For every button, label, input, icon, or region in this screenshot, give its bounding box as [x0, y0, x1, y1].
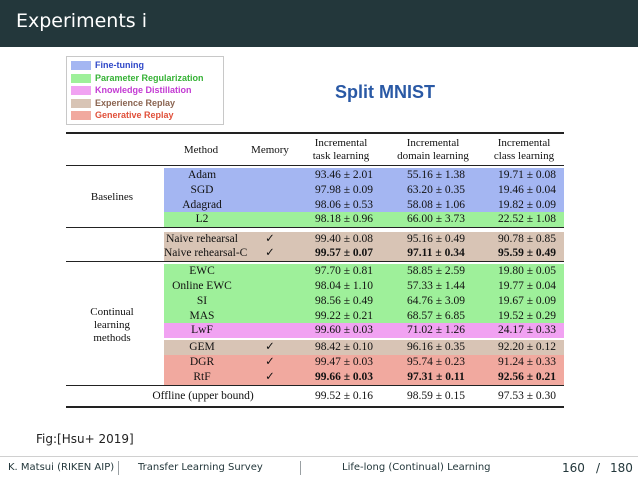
cell-method: Online EWC	[172, 280, 232, 292]
cell-domain: 96.16 ± 0.35	[406, 341, 466, 353]
footer-divider	[300, 461, 301, 475]
cell-class: 92.20 ± 0.12	[497, 341, 557, 353]
footer-talk-title: Transfer Learning Survey	[138, 462, 263, 473]
header-task-line2: task learning	[312, 150, 370, 162]
cell-domain: 55.16 ± 1.38	[406, 169, 466, 181]
cell-task: 98.18 ± 0.96	[314, 213, 374, 225]
cell-class: 22.52 ± 1.08	[497, 213, 557, 225]
legend-swatch	[71, 61, 91, 70]
cell-memory-check: ✓	[265, 371, 275, 383]
cell-memory-check: ✓	[265, 341, 275, 353]
cell-class: 95.59 ± 0.49	[497, 247, 557, 259]
cell-class: 19.80 ± 0.05	[497, 265, 557, 277]
cell-domain: 95.16 ± 0.49	[406, 233, 466, 245]
cell-method: DGR	[189, 356, 215, 368]
cell-task: 93.46 ± 2.01	[314, 169, 374, 181]
cell-domain: 58.08 ± 1.06	[406, 199, 466, 211]
cell-method: L2	[195, 213, 209, 225]
cell-task: 99.40 ± 0.08	[314, 233, 374, 245]
cell-class: 19.52 ± 0.29	[497, 310, 557, 322]
cell-method: Offline (upper bound)	[152, 390, 254, 402]
cell-method: RtF	[193, 371, 211, 383]
figure-caption: Fig:[Hsu+ 2019]	[36, 432, 134, 446]
cell-class: 24.17 ± 0.33	[497, 324, 557, 336]
table-bottom-rule	[66, 406, 564, 408]
legend	[66, 56, 224, 125]
cell-task: 98.04 ± 1.10	[314, 280, 374, 292]
cell-domain: 58.85 ± 2.59	[406, 265, 466, 277]
header-class-line1: Incremental	[497, 137, 551, 149]
slide-title: Experiments i	[16, 10, 147, 32]
cell-method: Adagrad	[182, 199, 222, 211]
cell-class: 19.46 ± 0.04	[497, 184, 557, 196]
cell-class: 19.67 ± 0.09	[497, 295, 557, 307]
slide-footer	[0, 456, 638, 480]
figure-title: Split MNIST	[335, 82, 435, 102]
cell-task: 97.98 ± 0.09	[314, 184, 374, 196]
header-domain-line2: domain learning	[397, 150, 469, 162]
cell-task: 98.06 ± 0.53	[314, 199, 374, 211]
cell-memory-check: ✓	[265, 356, 275, 368]
cell-class: 19.77 ± 0.04	[497, 280, 557, 292]
footer-section: Life-long (Continual) Learning	[342, 462, 491, 473]
table-continual-rule	[66, 385, 564, 386]
group-continual-line1: Continual	[90, 306, 134, 318]
legend-swatch	[71, 74, 91, 83]
cell-domain: 64.76 ± 3.09	[406, 295, 466, 307]
cell-class: 91.24 ± 0.33	[497, 356, 557, 368]
slide-title-bar	[0, 0, 638, 47]
cell-task: 99.52 ± 0.16	[314, 390, 374, 402]
legend-swatch	[71, 99, 91, 108]
cell-method: LwF	[191, 324, 213, 336]
cell-domain: 57.33 ± 1.44	[406, 280, 466, 292]
legend-swatch	[71, 111, 91, 120]
cell-domain: 95.74 ± 0.23	[406, 356, 466, 368]
cell-class: 92.56 ± 0.21	[497, 371, 557, 383]
page-total: 180	[610, 461, 633, 475]
cell-method: GEM	[189, 341, 215, 353]
cell-class: 90.78 ± 0.85	[497, 233, 557, 245]
page-current: 160	[562, 461, 585, 475]
cell-class: 19.82 ± 0.09	[497, 199, 557, 211]
table-top-rule	[66, 132, 564, 134]
cell-domain: 68.57 ± 6.85	[406, 310, 466, 322]
cell-method: SI	[196, 295, 208, 307]
header-method: Method	[183, 144, 219, 156]
page-number-box	[556, 457, 638, 480]
cell-task: 99.66 ± 0.03	[314, 371, 374, 383]
footer-divider	[118, 461, 119, 475]
cell-class: 19.71 ± 0.08	[497, 169, 557, 181]
legend-label: Fine-tuning	[95, 60, 144, 70]
header-class-line2: class learning	[493, 150, 555, 162]
table-header-rule	[66, 165, 564, 166]
figure	[62, 52, 568, 414]
cell-task: 97.70 ± 0.81	[314, 265, 374, 277]
cell-class: 97.53 ± 0.30	[497, 390, 557, 402]
cell-task: 99.60 ± 0.03	[314, 324, 374, 336]
legend-label: Generative Replay	[95, 110, 174, 121]
cell-method: MAS	[189, 310, 215, 322]
cell-domain: 71.02 ± 1.26	[406, 324, 466, 336]
results-table	[66, 132, 564, 408]
legend-label: Parameter Regularization	[95, 72, 204, 83]
cell-memory-check: ✓	[265, 233, 275, 245]
cell-task: 99.22 ± 0.21	[314, 310, 374, 322]
cell-domain: 66.00 ± 3.73	[406, 213, 466, 225]
group-baselines: Baselines	[90, 191, 134, 203]
cell-task: 99.57 ± 0.07	[314, 247, 374, 259]
cell-method: SGD	[190, 184, 214, 196]
cell-task: 98.56 ± 0.49	[314, 295, 374, 307]
cell-domain: 97.11 ± 0.34	[407, 247, 465, 259]
table-baselines-rule	[66, 227, 564, 228]
cell-memory-check: ✓	[265, 247, 275, 259]
cell-task: 99.47 ± 0.03	[314, 356, 374, 368]
group-continual-line3: methods	[93, 332, 131, 344]
legend-swatch	[71, 86, 91, 95]
header-task-line1: Incremental	[314, 137, 368, 149]
page-separator: /	[596, 461, 601, 475]
cell-domain: 63.20 ± 0.35	[406, 184, 466, 196]
cell-method: Adam	[187, 169, 217, 181]
legend-label: Experience Replay	[95, 97, 176, 108]
cell-method: Naive rehearsal-C	[164, 247, 248, 259]
cell-method: EWC	[189, 265, 215, 277]
cell-domain: 98.59 ± 0.15	[406, 390, 466, 402]
footer-author: K. Matsui (RIKEN AIP)	[8, 462, 115, 473]
group-continual-line2: learning	[93, 319, 131, 331]
cell-domain: 97.31 ± 0.11	[407, 371, 465, 383]
cell-task: 98.42 ± 0.10	[314, 341, 374, 353]
table-rehearsal-rule	[66, 261, 564, 262]
header-memory: Memory	[251, 144, 289, 156]
cell-method: Naive rehearsal	[166, 233, 238, 245]
legend-label: Knowledge Distillation	[95, 85, 192, 96]
header-domain-line1: Incremental	[406, 137, 460, 149]
